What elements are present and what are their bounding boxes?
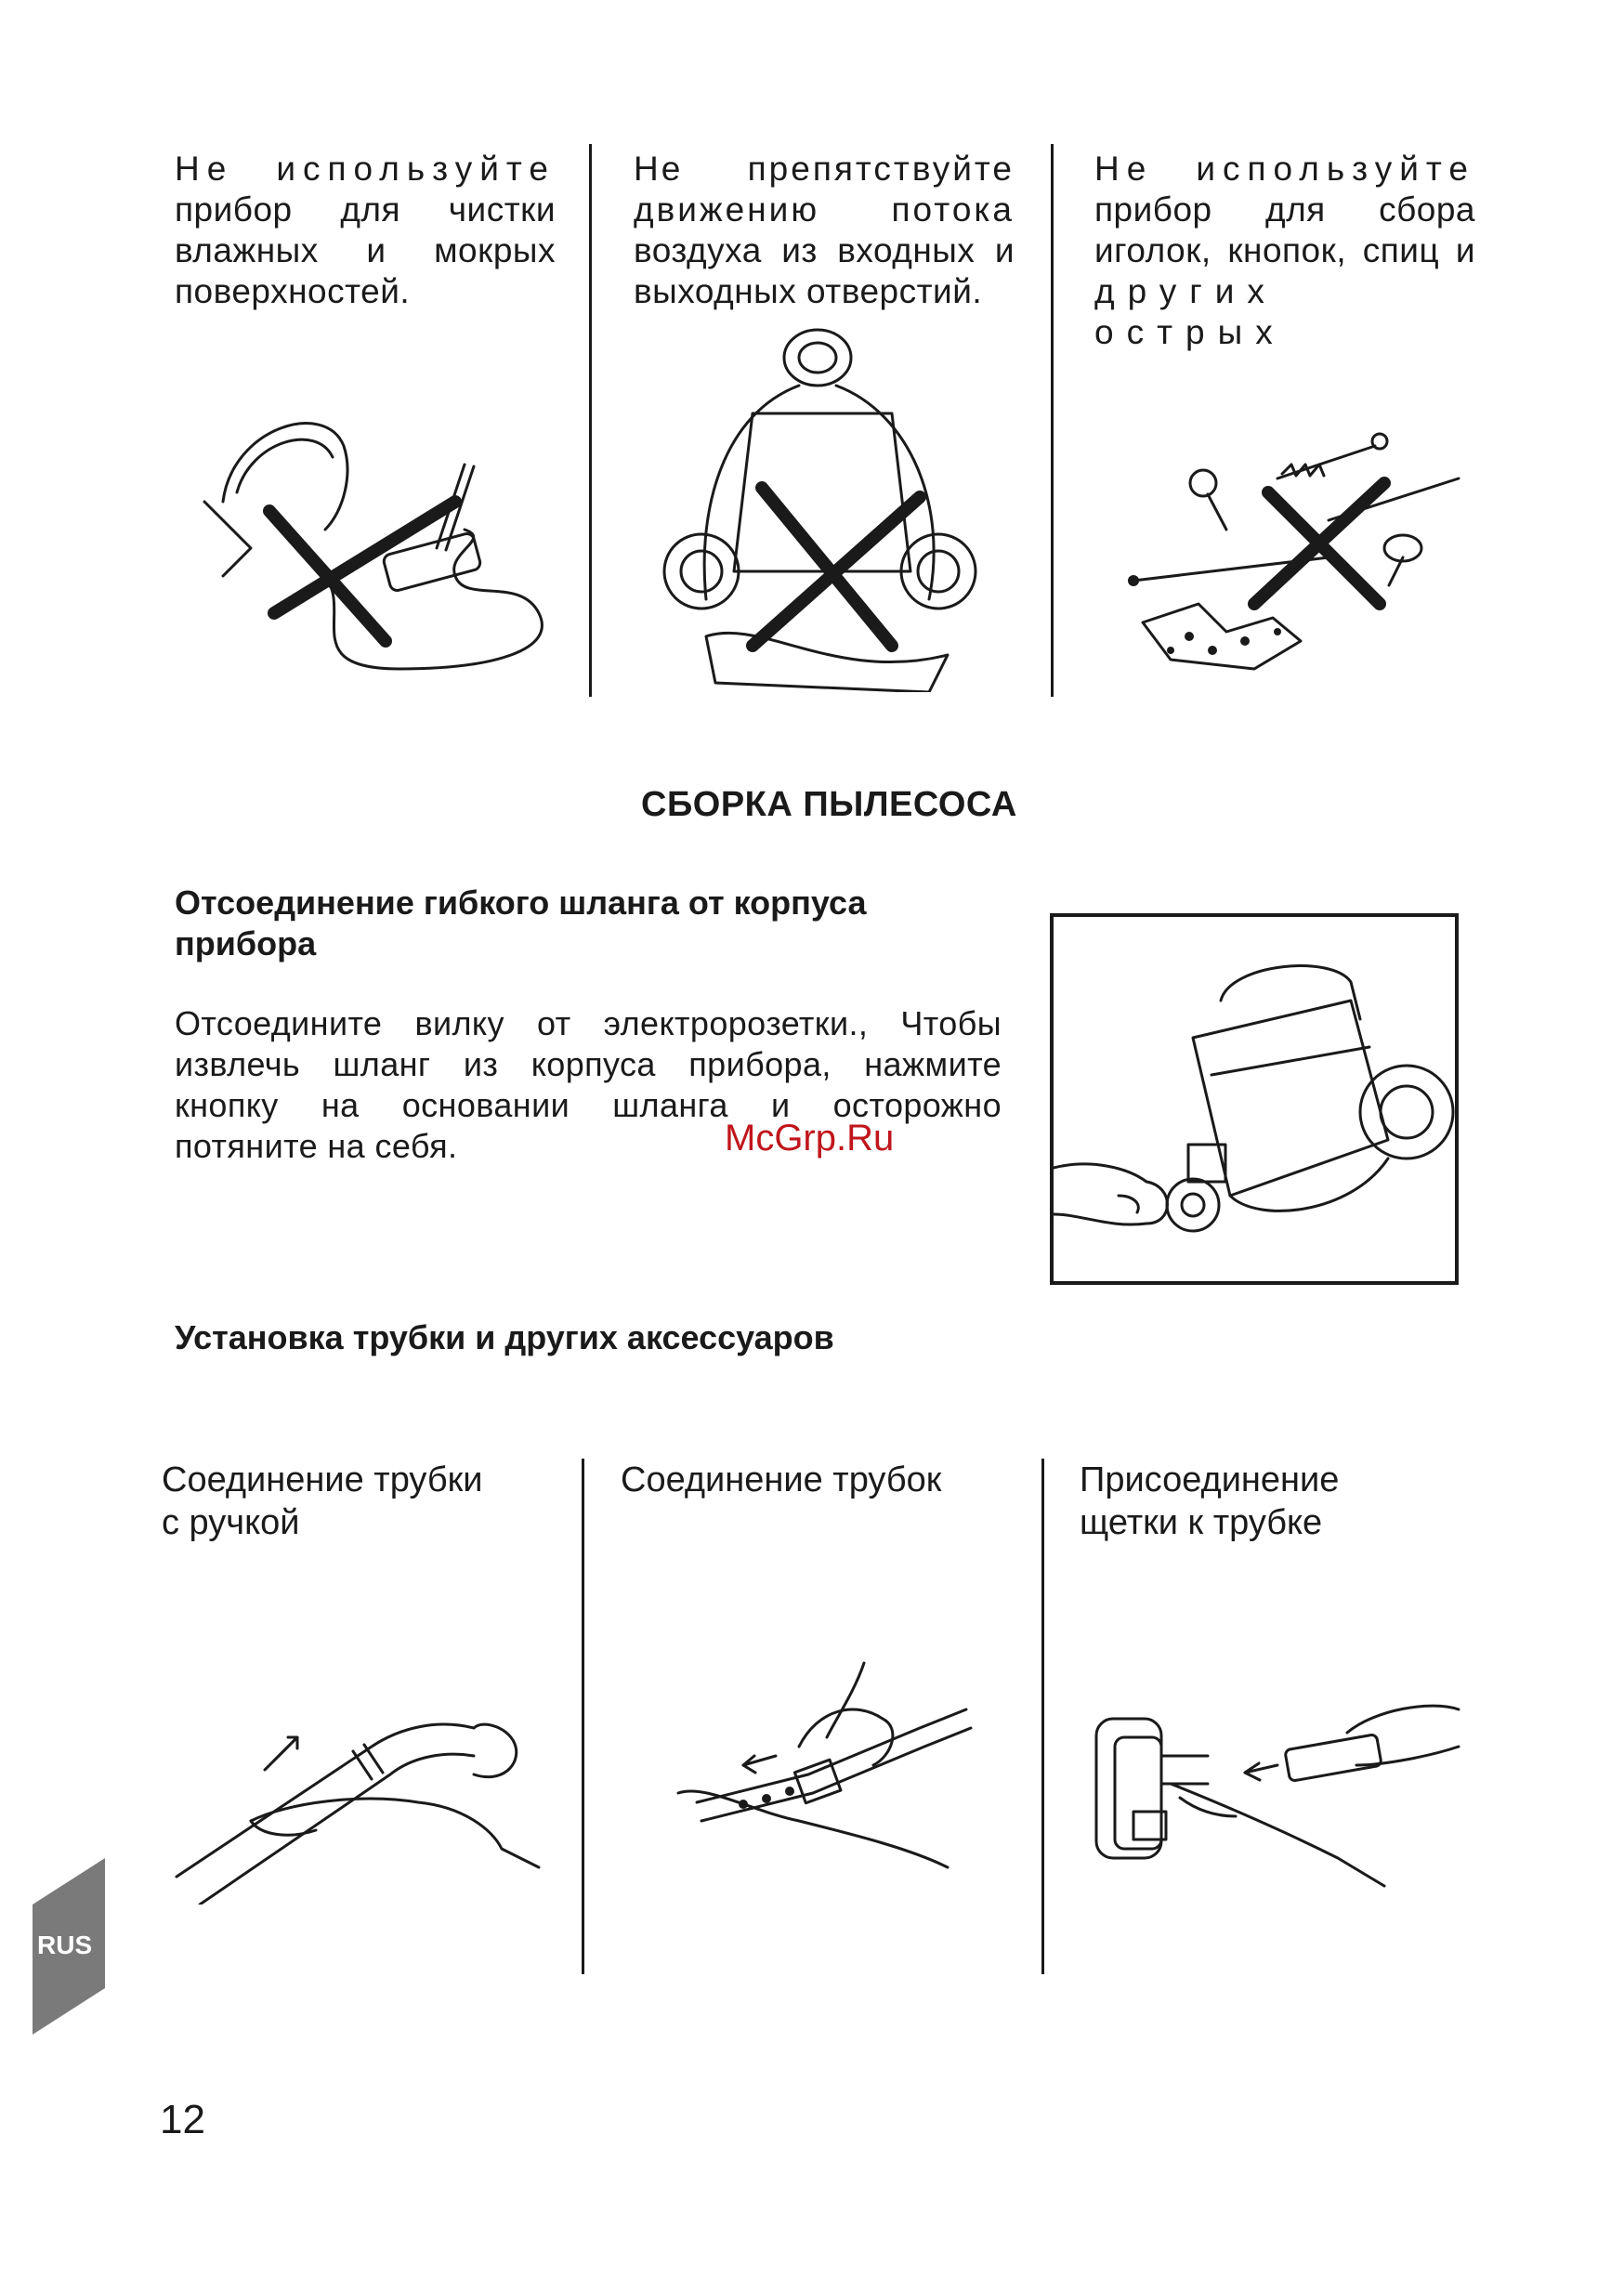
warning-line: иголок, кнопок, спиц и — [1094, 231, 1475, 269]
warning-column-3 — [1094, 149, 1475, 353]
hose-subtitle-line: Отсоединение гибкого шланга от корпуса — [175, 884, 867, 922]
column-divider — [582, 1459, 584, 1974]
hose-detach-illustration — [1054, 917, 1455, 1281]
caption-line: Соединение трубки — [162, 1460, 483, 1499]
warning-line: движению потока — [634, 190, 1015, 229]
warning-line: влажных и мокрых — [175, 231, 556, 269]
warning-line: прибор для сбора — [1094, 190, 1475, 229]
tube-handle-illustration — [167, 1663, 557, 1905]
watermark: McGrp.Ru — [725, 1118, 895, 1159]
warning-line: поверхностей. — [175, 272, 411, 310]
caption-line: с ручкой — [162, 1503, 300, 1542]
instruction-line: Отсоедините вилку от электророзетки., Чтобы — [175, 1004, 1002, 1042]
accessories-subtitle: Установка трубки и других аксессуаров — [175, 1318, 834, 1356]
caption-line: Присоединение — [1080, 1460, 1340, 1499]
caption-line: Соединение трубок — [621, 1460, 942, 1499]
blocked-airflow-illustration — [650, 321, 1003, 692]
accessory-caption-1 — [162, 1459, 533, 1544]
warning-line: Не используйте — [175, 150, 556, 188]
accessory-caption-3 — [1080, 1459, 1451, 1544]
accessory-caption-2 — [621, 1459, 1011, 1501]
instruction-line: потяните на себя. — [175, 1127, 458, 1165]
warning-line: прибор для чистки — [175, 190, 556, 229]
warning-line: Не используйте — [1094, 150, 1475, 188]
column-divider — [1041, 1459, 1044, 1974]
caption-line: щетки к трубке — [1080, 1503, 1323, 1542]
warning-line: выходных отверстий. — [634, 272, 983, 310]
column-divider — [589, 144, 592, 697]
hose-detach-figure — [1050, 913, 1459, 1285]
section-title: СБОРКА ПЫЛЕСОСА — [641, 785, 1017, 824]
hose-subtitle — [175, 883, 1011, 964]
language-tab-label: RUS — [37, 1931, 93, 1959]
sharp-objects-illustration — [1115, 409, 1486, 687]
tube-joining-illustration — [669, 1635, 1041, 1905]
page-number: 12 — [160, 2097, 205, 2142]
warning-column-1 — [175, 149, 556, 312]
warning-line: воздуха из входных и — [634, 231, 1015, 269]
wet-surface-illustration — [186, 390, 576, 687]
instruction-line: кнопку на основании шланга и осторожно — [175, 1086, 1002, 1124]
warning-column-2 — [634, 149, 1015, 312]
brush-attach-illustration — [1078, 1644, 1468, 1914]
column-divider — [1051, 144, 1054, 697]
warning-line: других острых — [1094, 272, 1286, 351]
warning-line: Не препятствуйте — [634, 150, 1015, 188]
instruction-line: извлечь шланг из корпуса прибора, нажмите — [175, 1045, 1002, 1083]
hose-subtitle-line: прибора — [175, 924, 317, 962]
